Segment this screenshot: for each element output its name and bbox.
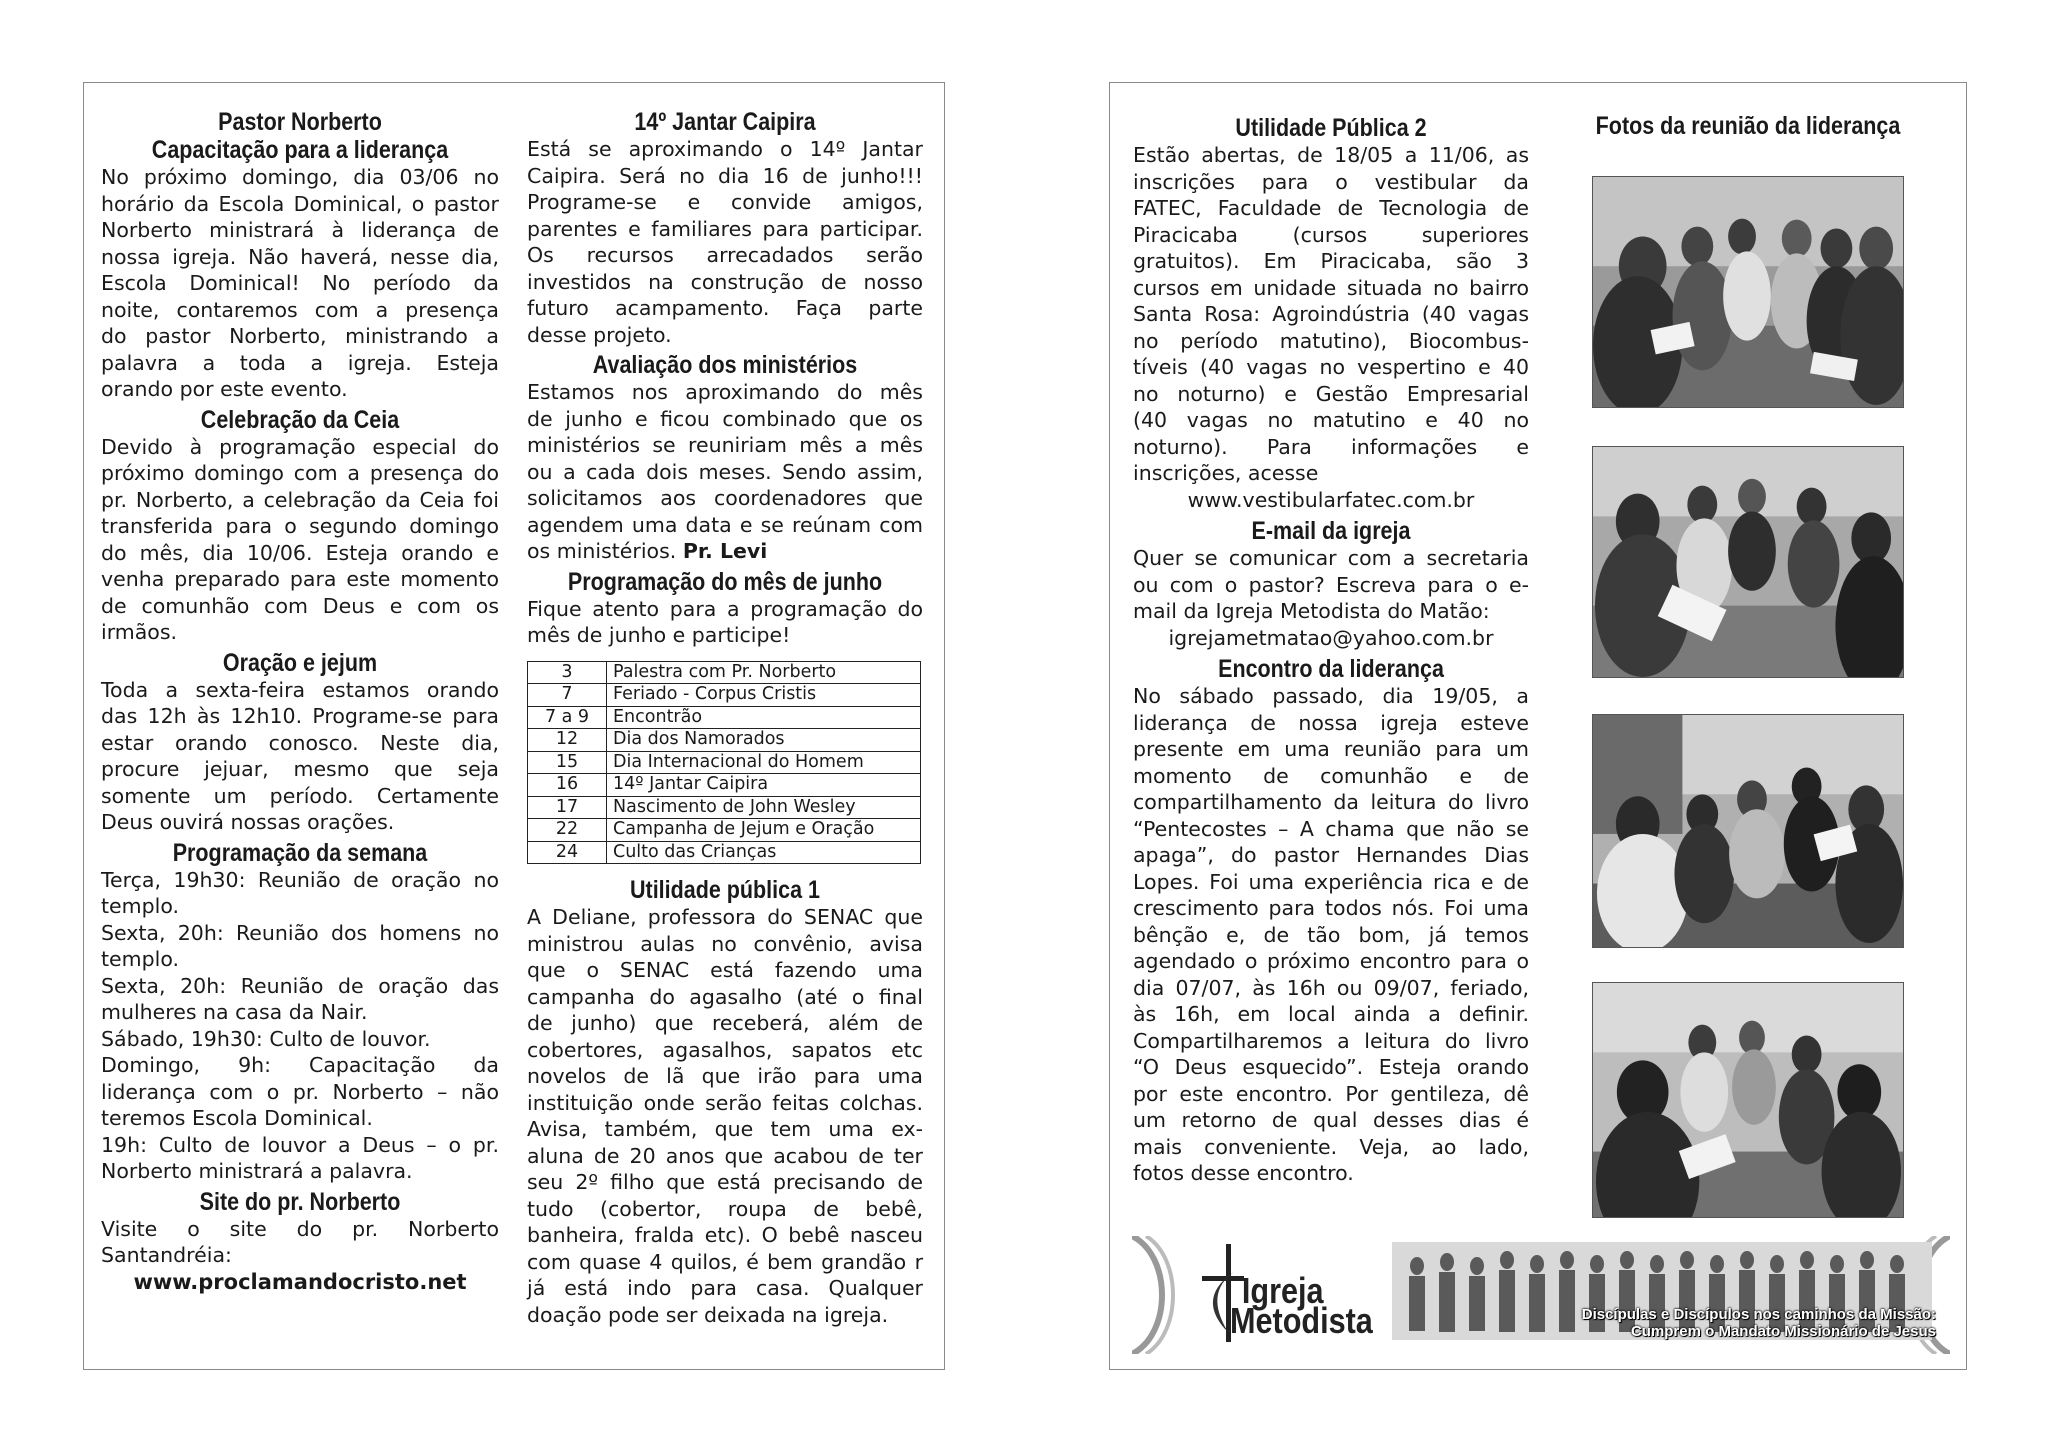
encontro-paragraph: No sábado passado, dia 19/05, a liderança de nossa igreja esteve presente em uma reunião para um momento de comunhão e de compartilhamento da leitura do livro “Pentecostes – A chama que não se apaga”, do pastor Hernandes Dias Lopes. Foi uma experiência rica e de crescimento para todos nós. Foi uma bênção e, de tão bom, já temos agendado o próximo encontro para o dia 07/07, às 16h ou 09/07, feriado, às 16h, em local ainda a definir. Compartilharemos a leitura do livro “O Deus esquecido”. Esteja orando por este encontro. Por gentileza, dê um retorno de qual desses dias é mais conveniente. Veja, ao lado, fotos desse encontro. xyxy=(1133,684,1529,1185)
table-event-cell: Feriado - Corpus Cristis xyxy=(607,684,921,707)
site-link[interactable]: www.proclamandocristo.net xyxy=(133,1269,467,1294)
table-day-cell: 7 a 9 xyxy=(528,706,607,729)
table-day-cell: 12 xyxy=(528,729,607,752)
table-event-cell: Dia dos Namorados xyxy=(607,729,921,752)
leadership-photo-3 xyxy=(1592,714,1904,948)
table-day-cell: 24 xyxy=(528,841,607,864)
table-day-cell: 22 xyxy=(528,819,607,842)
leadership-photo-2 xyxy=(1592,446,1904,678)
pastor-heading: Pastor Norberto xyxy=(218,108,382,136)
table-event-cell: Campanha de Jejum e Oração xyxy=(607,819,921,842)
banner-slogan: Discípulas e Discípulos nos caminhos da Missão: Cumprem o Mandato Missionário de Jesus xyxy=(1581,1306,1936,1340)
site-heading: Site do pr. Norberto xyxy=(199,1187,401,1216)
table-event-cell: Palestra com Pr. Norberto xyxy=(607,661,921,684)
table-event-cell: Culto das Crianças xyxy=(607,841,921,864)
site-paragraph: Visite o site do pr. Norberto Santandréia: xyxy=(101,1216,499,1267)
fatec-link[interactable]: www.vestibularfatec.com.br xyxy=(1187,487,1475,512)
table-event-cell: Encontrão xyxy=(607,706,921,729)
ceia-heading: Celebração da Ceia xyxy=(200,405,400,434)
signature: Pr. Levi xyxy=(682,539,768,563)
leadership-photo-4 xyxy=(1592,982,1904,1218)
fotos-heading: Fotos da reunião da liderança xyxy=(1595,112,1901,140)
table-row xyxy=(528,841,921,864)
table-row xyxy=(528,684,921,707)
table-event-cell: 14º Jantar Caipira xyxy=(607,774,921,797)
table-day-cell: 3 xyxy=(528,661,607,684)
table-row xyxy=(528,751,921,774)
pastor-paragraph: No próximo domingo, dia 03/06 no horário da Escola Dominical, o pastor Norberto ministrará à liderança de nossa igreja. Não haverá, nesse dia, Escola Dominical! No período da noite, contaremos com a presença do pastor Norberto, ministrando a palavra a toda a igreja. Esteja orando por este evento. xyxy=(101,165,499,401)
semana-paragraph: Terça, 19h30: Reunião de oração no templo. Sexta, 20h: Reunião dos homens no templo. Sexta, 20h: Reunião de oração das mulheres na casa da Nair. Sábado, 19h30: Culto de louvor. Domingo, 9h: Capacitação da liderança com o pr. Norberto – não teremos Escola Dominical. 19h: Culto de louvor a Deus – o pr. Norberto ministrará a palavra. xyxy=(101,867,499,1183)
programacao-table xyxy=(527,661,921,865)
utilidade1-paragraph: A Deliane, professora do SENAC que ministrou aulas no convênio, avisa que o SENAC está fazendo uma campanha do agasalho (até o final de junho) que receberá, além de cobertores, agasalhos, sapatos etc novelos de lã que irão para uma instituição onde serão feitas colchas. Avisa, também, que tem uma ex- aluna de 20 anos que acabou de ter seu 2º filho que está precisando de tudo (cobertor, roupa de bebê, banheira, fralda etc). O bebê nasceu com quase 4 quilos, é bem grandão r já está indo para casa. Qualquer doação pode ser deixada na igreja. xyxy=(527,905,923,1327)
junho-paragraph: Fique atento para a programação do mês de junho e participe! xyxy=(527,596,923,647)
email-heading: E-mail da igreja xyxy=(1251,517,1411,545)
semana-heading: Programação da semana xyxy=(172,838,428,867)
capacitacao-subheading: Capacitação para a liderança xyxy=(151,136,449,164)
jantar-heading: 14º Jantar Caipira xyxy=(634,108,816,136)
table-row xyxy=(528,729,921,752)
church-banner xyxy=(1132,1236,1950,1354)
table-event-cell: Dia Internacional do Homem xyxy=(607,751,921,774)
table-day-cell: 15 xyxy=(528,751,607,774)
email-paragraph: Quer se comunicar com a secretaria ou com o pastor? Escreva para o e- mail da Igreja Metodista do Matão: xyxy=(1133,546,1529,623)
avaliacao-paragraph: Estamos nos aproximando do mês de junho e ficou combinado que os ministérios se reuniriam mês a mês ou a cada dois meses. Sendo assim, solicitamos aos coordenadores que agendem uma data e se reúnam com os ministérios. Pr. Levi xyxy=(527,380,923,563)
table-row xyxy=(528,774,921,797)
left-column xyxy=(101,108,499,1295)
oracao-heading: Oração e jejum xyxy=(222,648,378,677)
table-event-cell: Nascimento de John Wesley xyxy=(607,796,921,819)
jantar-paragraph: Está se aproximando o 14º Jantar Caipira. Será no dia 16 de junho!!! Programe-se e convide amigos, parentes e familiares para participar. Os recursos arrecadados serão investidos na construção de nosso futuro acampamento. Faça parte desse projeto. xyxy=(527,137,923,347)
utilidade1-heading: Utilidade pública 1 xyxy=(630,876,820,904)
table-row xyxy=(528,819,921,842)
church-logo-text: Igreja Metodista xyxy=(1230,1270,1373,1341)
right-text-column xyxy=(1133,114,1529,1187)
table-day-cell: 7 xyxy=(528,684,607,707)
table-day-cell: 16 xyxy=(528,774,607,797)
table-day-cell: 17 xyxy=(528,796,607,819)
oracao-paragraph: Toda a sexta-feira estamos orando das 12h às 12h10. Programe-se para estar orando conosco. Neste dia, procure jejuar, mesmo que seja somente um período. Certamente Deus ouvirá nossas orações. xyxy=(101,677,499,834)
avaliacao-heading: Avaliação dos ministérios xyxy=(592,351,858,379)
table-row xyxy=(528,661,921,684)
table-row xyxy=(528,706,921,729)
ceia-paragraph: Devido à programação especial do próximo domingo com a presença do pr. Norberto, a celebração da Ceia foi transferida para o segundo domingo do mês, dia 10/06. Esteja orando e venha preparado para este momento de comunhão com Deus e com os irmãos. xyxy=(101,434,499,644)
table-row xyxy=(528,796,921,819)
encontro-heading: Encontro da liderança xyxy=(1218,655,1444,683)
utilidade2-heading: Utilidade Pública 2 xyxy=(1235,114,1427,142)
leadership-photo-1 xyxy=(1592,176,1904,408)
email-address[interactable]: igrejametmatao@yahoo.com.br xyxy=(1168,625,1494,650)
utilidade2-paragraph: Estão abertas, de 18/05 a 11/06, as inscrições para o vestibular da FATEC, Faculdade de Tecnologia de Piracicaba (cursos superiores gratuitos). Em Piracicaba, são 3 cursos em unidade situada no bairro Santa Rosa: Agroindústria (40 vagas no período matutino), Biocombus- tíveis (40 vagas no vespertino e 40 no noturno) e Gestão Empresarial (40 vagas no matutino e 40 no noturno). Para informações e inscrições, acesse xyxy=(1133,143,1529,485)
junho-heading: Programação do mês de junho xyxy=(567,567,883,596)
middle-column xyxy=(527,108,923,1328)
